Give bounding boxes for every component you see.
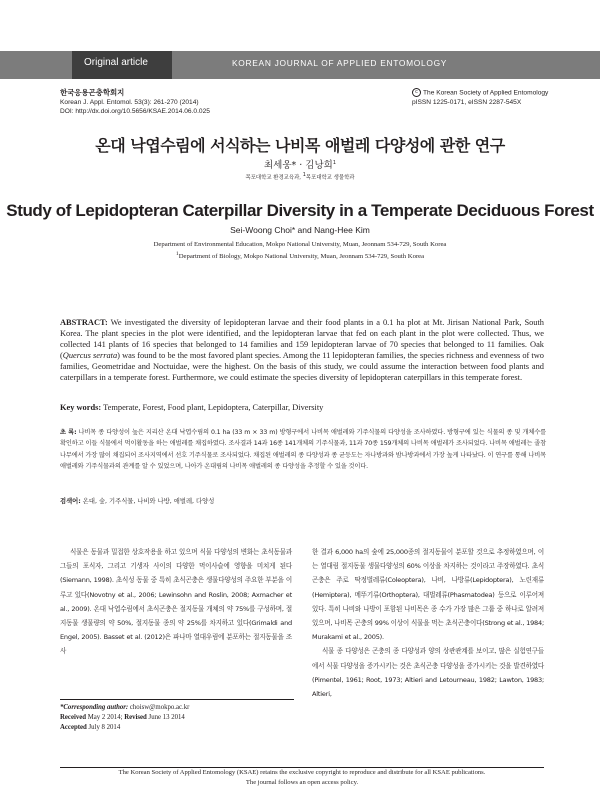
footer-access-policy: The journal follows an open access policy. [245, 779, 359, 786]
citation-left [60, 88, 210, 117]
article-type: Original article [84, 57, 148, 68]
english-affiliation-1: Department of Environmental Education, Mokpo National University, Muan, Jeonnam 534-729, South Korea [153, 241, 447, 248]
korean-affil-a: 목포대학교 환경교육과, [245, 174, 303, 181]
corresponding-label: *Corresponding author: [60, 704, 129, 711]
body-right-paragraph-2: 식물 종 다양성은 곤충의 종 다양성과 양의 상관관계를 보이고, 많은 실험연구들에서 식물 다양성을 증가시키는 것은 초식곤충 다양성을 증가시키는 것을 발견하였다(Pimentel, 1961; Root, 1973; Altieri and Letourneau, 1982; Lawton, 1983; Altieri, [312, 647, 544, 699]
copyright-icon: c [412, 88, 421, 97]
abstract-species: Quercus serrata [62, 351, 118, 361]
english-title: Study of Lepidopteran Caterpillar Diversity in a Temperate Deciduous Forest [6, 201, 594, 220]
korean-abstract-text: 나비목 종 다양성이 높은 지리산 온대 낙엽수림의 0.1 ha (33 m × 33 m) 방형구에서 나비목 애벌레와 기주식물의 다양성을 조사하였다. 방형구에 있는 식물의 종 및 개체수를 확인하고 이들 식물에서 먹이활동을 하는 애벌레를 채집하였다. 조사결과 14과 16종 141개체의 기주식물과, 11과 70종 159개체의 나비목 애벌레가 조사되었다. 나비목 애벌레는 졸참나무에서 가장 많이 채집되어 조사지역에서 선호 기주식물로 조사되었다. 채집된 애벌레의 종 다양성과 종 균등도는 자나방과와 밤나방과에서 가장 높게 나타났다. 이 연구를 통해 나비목 애벌레와 기주식물과의 관계를 알 수 있었으며, 나아가 온대림의 나비목 애벌레의 종 다양성을 추정할 수 있을 것이다. [60, 429, 546, 470]
journal-citation: Korean J. Appl. Entomol. 53(3): 261-270 (2014) [60, 98, 199, 106]
korean-affiliation [0, 172, 600, 181]
citation-right [412, 88, 548, 107]
korean-authors [0, 157, 600, 171]
copyright-text: The Korean Society of Applied Entomology [423, 89, 549, 97]
korean-affil-b: 목포대학교 생물학과 [305, 174, 355, 181]
abstract-text-a: We investigated the diversity of lepidopteran larvae and their food plants in a 0.1 ha plot at Mt. Jirisan National Park, South Korea. The plant species in the plot were identified, and the lepidopteran larvae that fed on each plant in the plot were collected. Thus, we collected 141 plants of 16 species that belonged to 14 families and 159 lepidopteran larvae of 70 species that belonged to 11 families. Oak ( [60, 318, 544, 361]
abstract-text-b: ) was found to be the most favored plant species. Among the 11 lepidopteran families, the species richness and evenness of two families, Geometridae and Noctuidae, were the highest. On the basis of this study, we could assume the interaction between food plants and caterpillars in a temperate forest. Furthermore, we could estimate the species diversity of lepidopteran caterpillars in this temperate forest. [60, 351, 544, 383]
korean-author-names: 최세웅* · 김낭희 [263, 160, 333, 171]
korean-title: 온대 낙엽수림에 서식하는 나비목 애벌레 다양성에 관한 연구 [95, 136, 505, 155]
body-right-column [312, 545, 544, 701]
journal-name-header: KOREAN JOURNAL OF APPLIED ENTOMOLOGY [232, 58, 448, 68]
doi-link[interactable]: DOI: http://dx.doi.org/10.5656/KSAE.2014.06.0.025 [60, 108, 210, 115]
korean-keywords [60, 496, 544, 507]
footer-copyright: The Korean Society of Applied Entomology (KSAE) retains the exclusive copyright to reproduce and distribute for all KSAE publications. [118, 769, 486, 776]
footnote-divider [60, 699, 294, 700]
revised-label: Revised [124, 714, 147, 721]
english-affiliation-2 [0, 251, 600, 260]
footer [60, 768, 544, 788]
revised-date: June 13 2014 [146, 714, 185, 721]
abstract-label: ABSTRACT: [60, 318, 108, 327]
body-right-paragraph-1: 한 결과 6,000 ha의 숲에 25,000종의 절지동물이 분포할 것으로 추정하였으며, 이는 열대림 절지동물 생물다양성의 60% 이상을 차지하는 것이라고 주장하였다. 초식곤충은 주로 딱정벌레류(Coleoptera), 나비, 나방류(Lepidoptera), 노린재류(Hemiptera), 메뚜기류(Orthoptera), 대벌레류(Phasmatodea) 등으로 이루어져 있다. 특히 나비와 나방이 포함된 나비목은 종 수가 가장 많은 그룹 중 하나로 알려져 있으며, 나비목 곤충의 99% 이상이 식물을 먹는 초식곤충이다(Strong et al., 1984; Murakami et al., 2005). [312, 548, 544, 642]
body-left-column: 식물은 동물과 밀접한 상호작용을 하고 있으며 식물 다양성의 변화는 초식동물과 그들의 포식자, 그리고 기생자 사이의 다양한 먹이사슬에 영향을 미치게 된다(Siemann, 1998). 초식성 동물 중 특히 초식곤충은 생물다양성의 주요한 부분을 이루고 있다(Novotny et al., 2006; Lewinsohn and Roslin, 2008; Axmacher et al., 2009). 온대 낙엽수림에서 초식곤충은 절지동물 개체의 약 75%를 구성하며, 절지동물 생물량의 약 50%, 절지동물 종의 약 25%를 차지하고 있다(Grimaldi and Engel, 2005). Basset et al. (2012)은 파나마 열대우림에 분포하는 절지동물을 조사 [60, 548, 292, 656]
korean-abstract-label: 초 록: [60, 429, 77, 436]
korean-affil-sup: 1 [302, 172, 306, 178]
english-affil2-text: Department of Biology, Mokpo National University, Muan, Jeonnam 534-729, South Korea [178, 253, 425, 261]
keywords-label: Key words: [60, 403, 102, 412]
english-affil2-sup: 1 [175, 251, 179, 257]
footnote [60, 703, 300, 733]
accepted-label: Accepted [60, 724, 87, 731]
issn: pISSN 1225-0171, eISSN 2287-545X [412, 98, 522, 106]
journal-korean-name: 한국응용곤충학회지 [60, 88, 125, 97]
korean-author-sup: 1 [332, 159, 337, 166]
accepted-date: July 8 2014 [86, 724, 121, 731]
abstract [60, 317, 544, 384]
korean-keywords-label: 검색어: [60, 498, 81, 505]
received-date: May 2 2014; [86, 714, 125, 721]
keywords-text: Temperate, Forest, Food plant, Lepidoptera, Caterpillar, Diversity [101, 403, 324, 412]
korean-keywords-text: 온대, 숲, 기주식물, 나비와 나방, 애벌레, 다양성 [80, 498, 215, 505]
korean-abstract [60, 427, 546, 472]
keywords [60, 402, 544, 413]
corresponding-email[interactable]: choisw@mokpo.ac.kr [128, 704, 190, 711]
english-authors: Sei-Woong Choi* and Nang-Hee Kim [230, 225, 370, 235]
received-label: Received [60, 714, 87, 721]
